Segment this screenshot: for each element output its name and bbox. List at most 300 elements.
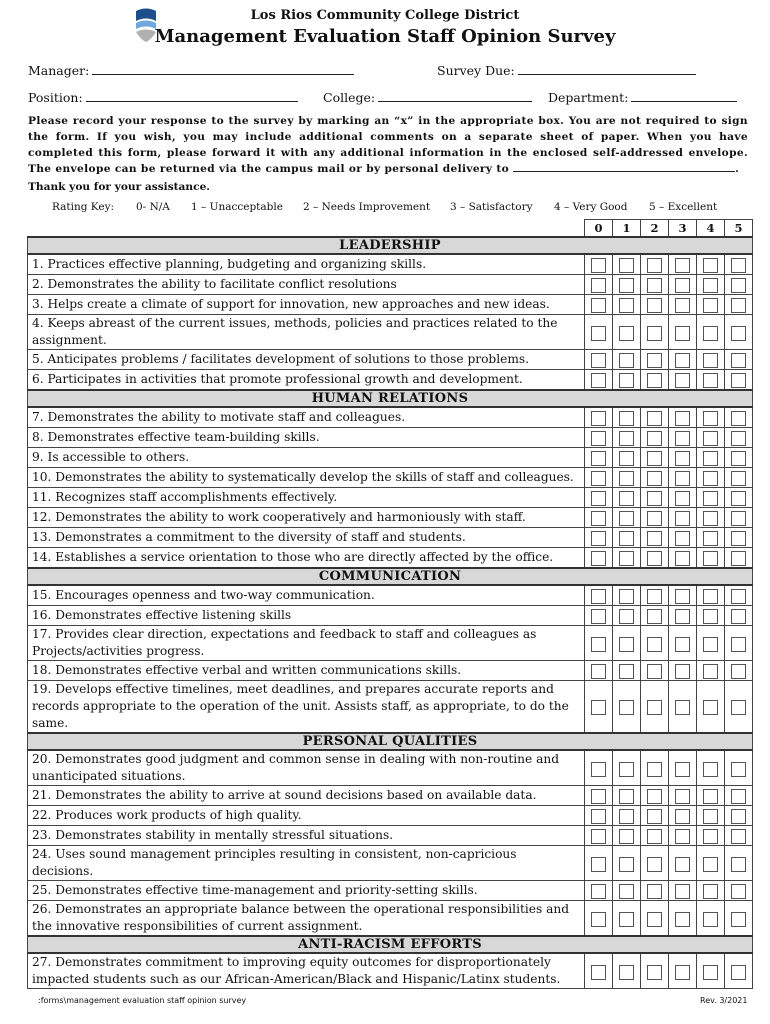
rating-checkbox[interactable] bbox=[647, 965, 662, 980]
rating-cell bbox=[613, 901, 641, 937]
rating-checkbox[interactable] bbox=[731, 857, 746, 872]
rating-checkbox[interactable] bbox=[591, 278, 606, 293]
rating-checkbox[interactable] bbox=[731, 298, 746, 313]
manager-label: Manager: bbox=[28, 63, 90, 78]
question-text: 19. Develops effective timelines, meet deadlines, and prepares accurate reports and records appropriate to the operation of the unit. Assists staff, as appropriate, to do the same. bbox=[28, 681, 585, 734]
rating-checkbox[interactable] bbox=[703, 471, 718, 486]
question-row bbox=[28, 681, 753, 734]
rating-checkbox[interactable] bbox=[675, 278, 690, 293]
rating-key-item: 0- N/A bbox=[136, 201, 170, 213]
rating-cell bbox=[669, 626, 697, 661]
rating-checkbox[interactable] bbox=[675, 551, 690, 566]
question-row bbox=[28, 881, 753, 901]
rating-cell bbox=[725, 528, 753, 548]
rating-cell bbox=[697, 606, 725, 626]
question-text: 11. Recognizes staff accomplishments effectively. bbox=[28, 488, 585, 508]
rating-checkbox[interactable] bbox=[703, 298, 718, 313]
rating-checkbox[interactable] bbox=[591, 912, 606, 927]
rating-checkbox[interactable] bbox=[703, 278, 718, 293]
question-row bbox=[28, 786, 753, 806]
rating-checkbox[interactable] bbox=[591, 664, 606, 679]
rating-checkbox[interactable] bbox=[675, 411, 690, 426]
survey-table bbox=[27, 219, 753, 989]
rating-checkbox[interactable] bbox=[703, 664, 718, 679]
rating-checkbox[interactable] bbox=[675, 789, 690, 804]
rating-checkbox[interactable] bbox=[619, 531, 634, 546]
rating-checkbox[interactable] bbox=[647, 326, 662, 341]
rating-checkbox[interactable] bbox=[675, 637, 690, 652]
rating-cell bbox=[641, 681, 669, 734]
position-field[interactable] bbox=[28, 89, 298, 105]
rating-cell bbox=[613, 806, 641, 826]
rating-checkbox[interactable] bbox=[591, 491, 606, 506]
rating-cell bbox=[669, 806, 697, 826]
rating-checkbox[interactable] bbox=[703, 373, 718, 388]
section-title: ANTI-RACISM EFFORTS bbox=[28, 936, 753, 953]
rating-key-item: 3 – Satisfactory bbox=[450, 201, 533, 213]
rating-cell bbox=[669, 826, 697, 846]
rating-checkbox[interactable] bbox=[703, 326, 718, 341]
rating-checkbox[interactable] bbox=[619, 353, 634, 368]
question-text: 4. Keeps abreast of the current issues, methods, policies and practices related to the assignment. bbox=[28, 315, 585, 350]
rating-checkbox[interactable] bbox=[703, 531, 718, 546]
rating-checkbox[interactable] bbox=[619, 471, 634, 486]
rating-column-header: 5 bbox=[725, 220, 753, 238]
rating-checkbox[interactable] bbox=[619, 511, 634, 526]
rating-checkbox[interactable] bbox=[703, 912, 718, 927]
rating-cell bbox=[669, 606, 697, 626]
question-text: 3. Helps create a climate of support for innovation, new approaches and new ideas. bbox=[28, 295, 585, 315]
rating-checkbox[interactable] bbox=[591, 258, 606, 273]
question-text: 5. Anticipates problems / facilitates development of solutions to those problems. bbox=[28, 350, 585, 370]
rating-checkbox[interactable] bbox=[703, 965, 718, 980]
rating-checkbox[interactable] bbox=[703, 700, 718, 715]
rating-checkbox[interactable] bbox=[619, 965, 634, 980]
rating-cell bbox=[613, 448, 641, 468]
rating-cell bbox=[641, 254, 669, 275]
rating-checkbox[interactable] bbox=[591, 762, 606, 777]
rating-checkbox[interactable] bbox=[703, 762, 718, 777]
rating-checkbox[interactable] bbox=[591, 298, 606, 313]
question-row bbox=[28, 295, 753, 315]
rating-checkbox[interactable] bbox=[591, 471, 606, 486]
question-row bbox=[28, 846, 753, 881]
rating-checkbox[interactable] bbox=[731, 589, 746, 604]
rating-key-label: Rating Key: bbox=[52, 201, 115, 213]
rating-cell bbox=[585, 626, 613, 661]
rating-checkbox[interactable] bbox=[675, 664, 690, 679]
rating-checkbox[interactable] bbox=[731, 664, 746, 679]
rating-checkbox[interactable] bbox=[647, 884, 662, 899]
rating-checkbox[interactable] bbox=[703, 589, 718, 604]
rating-cell bbox=[613, 488, 641, 508]
question-row bbox=[28, 750, 753, 786]
rating-checkbox[interactable] bbox=[731, 471, 746, 486]
rating-checkbox[interactable] bbox=[731, 965, 746, 980]
rating-checkbox[interactable] bbox=[703, 609, 718, 624]
rating-checkbox[interactable] bbox=[591, 609, 606, 624]
rating-checkbox[interactable] bbox=[731, 700, 746, 715]
rating-checkbox[interactable] bbox=[675, 884, 690, 899]
rating-cell bbox=[697, 750, 725, 786]
rating-checkbox[interactable] bbox=[731, 609, 746, 624]
rating-checkbox[interactable] bbox=[731, 511, 746, 526]
rating-cell bbox=[585, 750, 613, 786]
rating-checkbox[interactable] bbox=[591, 965, 606, 980]
rating-checkbox[interactable] bbox=[619, 451, 634, 466]
rating-checkbox[interactable] bbox=[619, 762, 634, 777]
rating-checkbox[interactable] bbox=[619, 258, 634, 273]
rating-checkbox[interactable] bbox=[703, 431, 718, 446]
college-line bbox=[378, 89, 532, 102]
rating-checkbox[interactable] bbox=[619, 278, 634, 293]
section-header bbox=[28, 237, 753, 254]
rating-checkbox[interactable] bbox=[731, 373, 746, 388]
rating-cell bbox=[669, 370, 697, 391]
rating-checkbox[interactable] bbox=[731, 912, 746, 927]
rating-checkbox[interactable] bbox=[647, 353, 662, 368]
rating-checkbox[interactable] bbox=[647, 700, 662, 715]
rating-cell bbox=[697, 786, 725, 806]
rating-checkbox[interactable] bbox=[731, 829, 746, 844]
rating-cell bbox=[585, 275, 613, 295]
rating-checkbox[interactable] bbox=[591, 789, 606, 804]
section-title: COMMUNICATION bbox=[28, 568, 753, 585]
question-text: 18. Demonstrates effective verbal and written communications skills. bbox=[28, 661, 585, 681]
rating-checkbox[interactable] bbox=[591, 551, 606, 566]
rating-checkbox[interactable] bbox=[703, 551, 718, 566]
rating-checkbox[interactable] bbox=[703, 637, 718, 652]
section-header bbox=[28, 568, 753, 585]
rating-cell bbox=[613, 786, 641, 806]
rating-checkbox[interactable] bbox=[675, 451, 690, 466]
rating-checkbox[interactable] bbox=[731, 491, 746, 506]
rating-cell bbox=[697, 585, 725, 606]
rating-checkbox[interactable] bbox=[647, 298, 662, 313]
rating-cell bbox=[725, 626, 753, 661]
rating-checkbox[interactable] bbox=[731, 411, 746, 426]
rating-cell bbox=[725, 953, 753, 989]
rating-checkbox[interactable] bbox=[703, 789, 718, 804]
rating-checkbox[interactable] bbox=[731, 762, 746, 777]
rating-cell bbox=[641, 826, 669, 846]
rating-checkbox[interactable] bbox=[703, 353, 718, 368]
rating-cell bbox=[613, 953, 641, 989]
rating-cell bbox=[641, 953, 669, 989]
rating-checkbox[interactable] bbox=[591, 411, 606, 426]
question-text: 15. Encourages openness and two-way communication. bbox=[28, 585, 585, 606]
rating-cell bbox=[669, 901, 697, 937]
rating-checkbox[interactable] bbox=[619, 491, 634, 506]
question-row bbox=[28, 370, 753, 391]
section-title: PERSONAL QUALITIES bbox=[28, 733, 753, 750]
question-text: 6. Participates in activities that promote professional growth and development. bbox=[28, 370, 585, 391]
rating-checkbox[interactable] bbox=[703, 411, 718, 426]
rating-cell bbox=[697, 681, 725, 734]
department-label: Department: bbox=[548, 90, 629, 105]
rating-cell bbox=[725, 826, 753, 846]
rating-cell bbox=[585, 428, 613, 448]
rating-checkbox[interactable] bbox=[591, 431, 606, 446]
rating-cell bbox=[613, 661, 641, 681]
rating-checkbox[interactable] bbox=[619, 411, 634, 426]
rating-checkbox[interactable] bbox=[619, 373, 634, 388]
rating-checkbox[interactable] bbox=[647, 912, 662, 927]
rating-checkbox[interactable] bbox=[731, 884, 746, 899]
question-text: 16. Demonstrates effective listening skills bbox=[28, 606, 585, 626]
question-row bbox=[28, 585, 753, 606]
rating-checkbox[interactable] bbox=[675, 700, 690, 715]
rating-cell bbox=[669, 585, 697, 606]
rating-checkbox[interactable] bbox=[591, 511, 606, 526]
rating-cell bbox=[725, 468, 753, 488]
manager-field[interactable] bbox=[28, 62, 354, 78]
rating-checkbox[interactable] bbox=[731, 451, 746, 466]
rating-cell bbox=[697, 350, 725, 370]
rating-checkbox[interactable] bbox=[647, 609, 662, 624]
question-row bbox=[28, 488, 753, 508]
question-row bbox=[28, 428, 753, 448]
rating-checkbox[interactable] bbox=[703, 511, 718, 526]
rating-checkbox[interactable] bbox=[591, 326, 606, 341]
rating-checkbox[interactable] bbox=[675, 353, 690, 368]
survey-due-label: Survey Due: bbox=[437, 63, 515, 78]
rating-checkbox[interactable] bbox=[647, 373, 662, 388]
rating-cell bbox=[585, 846, 613, 881]
rating-cell bbox=[585, 488, 613, 508]
rating-cell bbox=[669, 548, 697, 569]
rating-cell bbox=[669, 468, 697, 488]
rating-checkbox[interactable] bbox=[591, 531, 606, 546]
delivery-line[interactable] bbox=[513, 161, 735, 172]
section-header bbox=[28, 733, 753, 750]
rating-checkbox[interactable] bbox=[591, 700, 606, 715]
rating-checkbox[interactable] bbox=[647, 589, 662, 604]
rating-cell bbox=[585, 953, 613, 989]
rating-checkbox[interactable] bbox=[591, 451, 606, 466]
rating-checkbox[interactable] bbox=[619, 589, 634, 604]
rating-cell bbox=[613, 606, 641, 626]
rating-checkbox[interactable] bbox=[619, 609, 634, 624]
position-line bbox=[86, 89, 298, 102]
rating-checkbox[interactable] bbox=[731, 258, 746, 273]
rating-cell bbox=[641, 508, 669, 528]
instructions-text: Please record your response to the survey by marking an “x” in the appropriate box. You are not required to sign the form. If you wish, you may include additional comments on a separate sheet of paper. When you have completed this form, please forward it with any additional information in the enclosed self-addressed envelope. The envelope can be returned via the campus mail or by personal delivery to bbox=[28, 115, 748, 175]
rating-column-header: 1 bbox=[613, 220, 641, 238]
rating-key-item: 1 – Unacceptable bbox=[191, 201, 283, 213]
rating-checkbox[interactable] bbox=[619, 298, 634, 313]
rating-checkbox[interactable] bbox=[647, 664, 662, 679]
department-field[interactable] bbox=[548, 89, 737, 105]
rating-cell bbox=[725, 750, 753, 786]
rating-checkbox[interactable] bbox=[703, 258, 718, 273]
rating-column-header: 2 bbox=[641, 220, 669, 238]
rating-cell bbox=[697, 901, 725, 937]
rating-checkbox[interactable] bbox=[675, 258, 690, 273]
rating-cell bbox=[641, 881, 669, 901]
rating-cell bbox=[641, 350, 669, 370]
rating-checkbox[interactable] bbox=[619, 664, 634, 679]
rating-checkbox[interactable] bbox=[591, 809, 606, 824]
rating-cell bbox=[669, 428, 697, 448]
rating-cell bbox=[641, 315, 669, 350]
rating-checkbox[interactable] bbox=[675, 326, 690, 341]
rating-checkbox[interactable] bbox=[647, 809, 662, 824]
rating-checkbox[interactable] bbox=[731, 809, 746, 824]
rating-checkbox[interactable] bbox=[591, 353, 606, 368]
rating-checkbox[interactable] bbox=[647, 471, 662, 486]
question-row bbox=[28, 254, 753, 275]
rating-checkbox[interactable] bbox=[703, 884, 718, 899]
rating-checkbox[interactable] bbox=[619, 637, 634, 652]
rating-cell bbox=[585, 528, 613, 548]
rating-checkbox[interactable] bbox=[647, 451, 662, 466]
question-text: 9. Is accessible to others. bbox=[28, 448, 585, 468]
rating-cell bbox=[697, 370, 725, 391]
rating-checkbox[interactable] bbox=[731, 531, 746, 546]
rating-checkbox[interactable] bbox=[675, 298, 690, 313]
rating-checkbox[interactable] bbox=[591, 857, 606, 872]
rating-key-item: 2 – Needs Improvement bbox=[303, 201, 431, 213]
rating-cell bbox=[585, 350, 613, 370]
rating-checkbox[interactable] bbox=[703, 857, 718, 872]
rating-checkbox[interactable] bbox=[619, 809, 634, 824]
rating-cell bbox=[697, 488, 725, 508]
rating-cell bbox=[641, 585, 669, 606]
org-name: Los Rios Community College District bbox=[250, 8, 520, 23]
section-title: HUMAN RELATIONS bbox=[28, 390, 753, 407]
rating-cell bbox=[585, 468, 613, 488]
survey-due-field[interactable] bbox=[437, 62, 696, 78]
rating-checkbox[interactable] bbox=[703, 829, 718, 844]
rating-checkbox[interactable] bbox=[619, 326, 634, 341]
rating-checkbox[interactable] bbox=[591, 829, 606, 844]
rating-cell bbox=[585, 315, 613, 350]
rating-checkbox[interactable] bbox=[675, 965, 690, 980]
question-text: 1. Practices effective planning, budgeting and organizing skills. bbox=[28, 254, 585, 275]
rating-cell bbox=[613, 370, 641, 391]
rating-cell bbox=[585, 681, 613, 734]
rating-checkbox[interactable] bbox=[619, 700, 634, 715]
rating-cell bbox=[725, 681, 753, 734]
question-text: 26. Demonstrates an appropriate balance between the operational responsibilities and the innovative responsibilities of current assignment. bbox=[28, 901, 585, 937]
rating-checkbox[interactable] bbox=[647, 789, 662, 804]
rating-cell bbox=[585, 786, 613, 806]
rating-checkbox[interactable] bbox=[731, 789, 746, 804]
survey-due-line bbox=[518, 62, 696, 75]
rating-checkbox[interactable] bbox=[591, 373, 606, 388]
college-field[interactable] bbox=[323, 89, 532, 105]
rating-checkbox[interactable] bbox=[647, 431, 662, 446]
rating-checkbox[interactable] bbox=[675, 589, 690, 604]
rating-cell bbox=[613, 846, 641, 881]
rating-cell bbox=[585, 585, 613, 606]
rating-checkbox[interactable] bbox=[731, 353, 746, 368]
rating-checkbox[interactable] bbox=[647, 551, 662, 566]
question-row bbox=[28, 661, 753, 681]
rating-checkbox[interactable] bbox=[647, 637, 662, 652]
rating-checkbox[interactable] bbox=[647, 531, 662, 546]
rating-cell bbox=[669, 681, 697, 734]
rating-checkbox[interactable] bbox=[731, 278, 746, 293]
rating-checkbox[interactable] bbox=[675, 491, 690, 506]
rating-checkbox[interactable] bbox=[675, 829, 690, 844]
rating-checkbox[interactable] bbox=[591, 637, 606, 652]
rating-cell bbox=[613, 508, 641, 528]
rating-cell bbox=[697, 881, 725, 901]
rating-checkbox[interactable] bbox=[647, 511, 662, 526]
rating-checkbox[interactable] bbox=[675, 762, 690, 777]
rating-cell bbox=[613, 750, 641, 786]
question-text: 14. Establishes a service orientation to those who are directly affected by the office. bbox=[28, 548, 585, 569]
rating-checkbox[interactable] bbox=[619, 551, 634, 566]
rating-checkbox[interactable] bbox=[619, 912, 634, 927]
rating-cell bbox=[585, 548, 613, 569]
rating-checkbox[interactable] bbox=[675, 857, 690, 872]
rating-cell bbox=[697, 953, 725, 989]
rating-checkbox[interactable] bbox=[675, 471, 690, 486]
rating-checkbox[interactable] bbox=[647, 829, 662, 844]
rating-checkbox[interactable] bbox=[703, 451, 718, 466]
question-text: 23. Demonstrates stability in mentally stressful situations. bbox=[28, 826, 585, 846]
rating-checkbox[interactable] bbox=[647, 491, 662, 506]
instructions bbox=[28, 113, 748, 177]
rating-cell bbox=[613, 681, 641, 734]
question-row bbox=[28, 548, 753, 569]
rating-cell bbox=[613, 428, 641, 448]
rating-cell bbox=[697, 548, 725, 569]
rating-checkbox[interactable] bbox=[591, 589, 606, 604]
rating-cell bbox=[613, 350, 641, 370]
rating-checkbox[interactable] bbox=[731, 431, 746, 446]
rating-checkbox[interactable] bbox=[703, 491, 718, 506]
rating-checkbox[interactable] bbox=[647, 411, 662, 426]
rating-checkbox[interactable] bbox=[675, 431, 690, 446]
rating-checkbox[interactable] bbox=[703, 809, 718, 824]
rating-checkbox[interactable] bbox=[647, 278, 662, 293]
rating-checkbox[interactable] bbox=[647, 857, 662, 872]
rating-cell bbox=[585, 295, 613, 315]
rating-column-header: 0 bbox=[585, 220, 613, 238]
question-row bbox=[28, 806, 753, 826]
rating-checkbox[interactable] bbox=[675, 912, 690, 927]
rating-cell bbox=[697, 448, 725, 468]
rating-checkbox[interactable] bbox=[619, 884, 634, 899]
rating-checkbox[interactable] bbox=[731, 637, 746, 652]
rating-checkbox[interactable] bbox=[675, 373, 690, 388]
rating-checkbox[interactable] bbox=[591, 884, 606, 899]
rating-checkbox[interactable] bbox=[675, 511, 690, 526]
rating-checkbox[interactable] bbox=[647, 762, 662, 777]
rating-cell bbox=[669, 846, 697, 881]
rating-checkbox[interactable] bbox=[619, 829, 634, 844]
rating-cell bbox=[669, 750, 697, 786]
rating-checkbox[interactable] bbox=[731, 551, 746, 566]
rating-checkbox[interactable] bbox=[619, 857, 634, 872]
rating-checkbox[interactable] bbox=[619, 789, 634, 804]
rating-checkbox[interactable] bbox=[675, 531, 690, 546]
rating-checkbox[interactable] bbox=[619, 431, 634, 446]
rating-cell bbox=[725, 254, 753, 275]
rating-checkbox[interactable] bbox=[675, 609, 690, 624]
rating-checkbox[interactable] bbox=[647, 258, 662, 273]
rating-checkbox[interactable] bbox=[731, 326, 746, 341]
rating-cell bbox=[697, 661, 725, 681]
rating-cell bbox=[613, 585, 641, 606]
rating-cell bbox=[669, 488, 697, 508]
question-text: 21. Demonstrates the ability to arrive at sound decisions based on available data. bbox=[28, 786, 585, 806]
rating-checkbox[interactable] bbox=[675, 809, 690, 824]
